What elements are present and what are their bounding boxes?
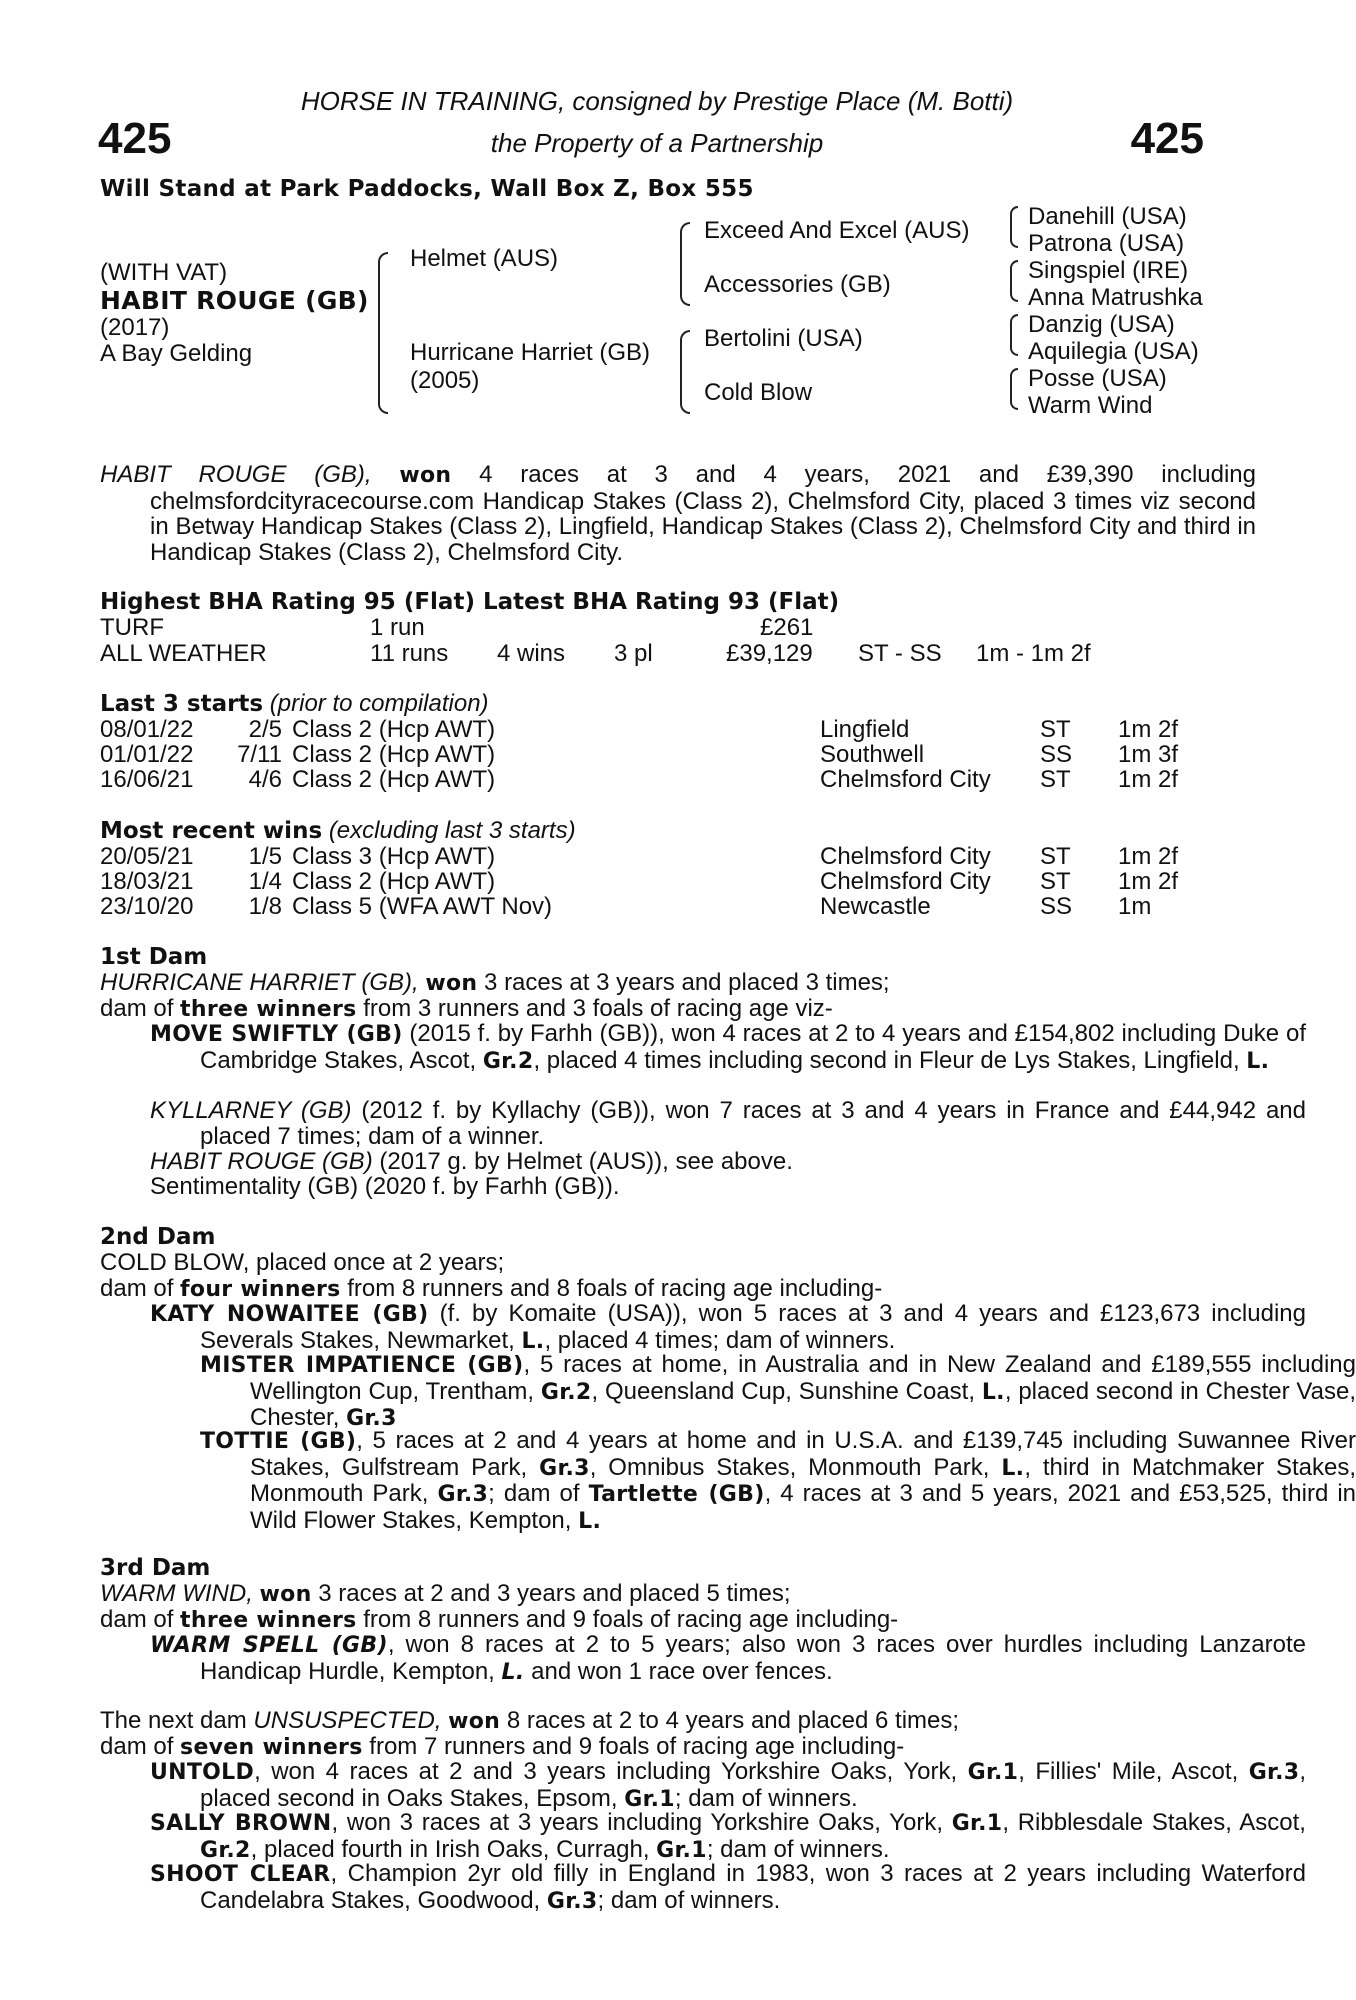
progeny-text: , placed second in Chester Vase, Chester, xyxy=(250,1377,1356,1431)
progeny-text: , won 8 races at 2 to 5 years; also won 3 races over hurdles including Lanzarote Handicap Hurdle, Kempton, xyxy=(200,1631,1306,1685)
pedigree-brace-main xyxy=(378,252,388,414)
dam1-dam-of: dam of xyxy=(100,995,174,1022)
table-cell: Class 2 (Hcp AWT) xyxy=(292,741,496,768)
dam3-produce-line xyxy=(100,1607,1206,1634)
table-cell: 1/8 xyxy=(248,893,282,920)
dam1-winners: three winners xyxy=(180,997,357,1022)
pedigree-g4: Anna Matrushka xyxy=(1028,284,1203,311)
pedigree-brace-sire xyxy=(680,222,690,306)
table-cell: 1m 3f xyxy=(1118,741,1179,768)
last3-note: (prior to compilation) xyxy=(269,690,489,717)
table-cell: 16/06/21 xyxy=(100,766,194,793)
pedigree-brace-g56 xyxy=(1010,314,1018,356)
progeny-text: ; dam of winners. xyxy=(706,1835,890,1863)
pedigree-g7: Posse (USA) xyxy=(1028,365,1167,392)
progeny-text: , third in Matchmaker Stakes, Monmouth Park, xyxy=(250,1453,1356,1507)
dam2-heading: 2nd Dam xyxy=(100,1224,216,1250)
horse-description: A Bay Gelding xyxy=(100,340,253,367)
aw-label: ALL WEATHER xyxy=(100,640,267,667)
pedigree-g1: Danehill (USA) xyxy=(1028,203,1187,230)
table-cell: ST xyxy=(1040,716,1071,743)
dam3-dam-of: dam of xyxy=(100,1606,174,1633)
recent-note: (excluding last 3 starts) xyxy=(328,817,576,844)
table-cell: 1m 2f xyxy=(1118,766,1179,793)
pedigree-brace-dam xyxy=(680,330,690,414)
dam3-rec: 3 races at 2 and 3 years and placed 5 times; xyxy=(318,1580,791,1607)
recent-heading: Most recent wins xyxy=(100,818,323,844)
next-dam-produce-line xyxy=(100,1734,1206,1761)
table-cell: ST xyxy=(1040,843,1071,870)
last3-heading: Last 3 starts xyxy=(100,691,264,717)
progeny-name: UNTOLD xyxy=(150,1760,255,1785)
dam1-won: won xyxy=(425,971,478,996)
horse-year: (2017) xyxy=(100,314,170,341)
next-dam-rec: 8 races at 2 to 4 years and placed 6 times; xyxy=(506,1707,960,1734)
table-cell: 18/03/21 xyxy=(100,868,194,895)
table-cell: Newcastle xyxy=(820,893,931,920)
pedigree-dam-year: (2005) xyxy=(410,367,480,394)
progeny-text: and won 1 race over fences. xyxy=(531,1657,833,1685)
table-cell: Chelmsford City xyxy=(820,843,991,870)
consignor-line: HORSE IN TRAINING, consigned by Prestige Place (M. Botti) xyxy=(300,86,1014,116)
summary-text: 4 races at 3 and 4 years, 2021 and £39,390 including chelmsfordcityracecourse.com Handicap Stakes (Class 2), Chelmsford City, placed 3 times viz second in Betway Handicap Stakes (Class 2), Lingfield, Handicap Stakes (Class 2), Chelmsford City and third in Handicap Stakes (Class 2), Chelmsford City. xyxy=(150,461,1256,566)
dam3-produce-text: from 8 runners and 9 foals of racing age including- xyxy=(363,1606,899,1633)
group-grade: Gr.2 xyxy=(540,1379,592,1405)
progeny-warm-spell xyxy=(100,1632,1306,1685)
next-dam-pre: The next dam xyxy=(100,1707,247,1734)
table-cell: Class 2 (Hcp AWT) xyxy=(292,716,496,743)
listed-grade: L. xyxy=(501,1659,525,1685)
horse-name: HABIT ROUGE (GB) xyxy=(100,286,369,315)
progeny-mister-impatience xyxy=(100,1352,1356,1432)
dam2-winners: four winners xyxy=(180,1277,341,1302)
next-dam-winners: seven winners xyxy=(180,1735,363,1760)
group-grade: Gr.2 xyxy=(482,1048,534,1074)
progeny-sentimentality: Sentimentality (GB) (2020 f. by Farhh (GB)). xyxy=(150,1173,620,1200)
progeny-text: , Champion 2yr old filly in England in 1983, won 3 races at 2 years including Waterford Candelabra Stakes, Goodwood, xyxy=(200,1860,1306,1914)
aw-surface: ST - SS xyxy=(858,640,942,667)
progeny-shoot-clear xyxy=(100,1861,1306,1914)
progeny-name: WARM SPELL (GB) xyxy=(150,1633,388,1658)
pedigree-g6: Aquilegia (USA) xyxy=(1028,338,1199,365)
aw-distance: 1m - 1m 2f xyxy=(976,640,1091,667)
dam1-name: HURRICANE HARRIET (GB), xyxy=(100,969,419,996)
group-grade: Gr.3 xyxy=(546,1888,598,1914)
dam3-record xyxy=(100,1581,1206,1608)
group-grade: Gr.1 xyxy=(656,1837,707,1863)
table-cell: 08/01/22 xyxy=(100,716,194,743)
table-cell: Class 5 (WFA AWT Nov) xyxy=(292,893,553,920)
group-grade: Gr.3 xyxy=(437,1482,489,1507)
pedigree-brace-g34 xyxy=(1010,260,1018,302)
table-cell: SS xyxy=(1040,893,1073,920)
listed-grade: L. xyxy=(1246,1048,1270,1074)
table-cell: 4/6 xyxy=(248,766,282,793)
dam2-produce-text: from 8 runners and 8 foals of racing age including- xyxy=(347,1275,883,1302)
pedigree-sire-dam: Accessories (GB) xyxy=(704,271,891,298)
progeny-text: ; dam of winners. xyxy=(674,1784,858,1812)
pedigree-dam-sire: Bertolini (USA) xyxy=(704,325,863,352)
group-grade: Gr.1 xyxy=(967,1760,1019,1785)
table-cell: 01/01/22 xyxy=(100,741,194,768)
progeny-katy-nowaitee xyxy=(100,1301,1306,1354)
aw-wins: 4 wins xyxy=(497,640,566,667)
lot-number-right: 425 xyxy=(1130,114,1204,163)
progeny-text: , 5 races at home, in Australia and in New Zealand and £189,555 including Wellington Cup, Trentham, xyxy=(250,1351,1356,1405)
progeny-name: TOTTIE (GB) xyxy=(200,1429,357,1454)
table-cell: Class 3 (Hcp AWT) xyxy=(292,843,496,870)
group-grade: Gr.3 xyxy=(1248,1760,1300,1785)
table-cell: Chelmsford City xyxy=(820,766,991,793)
pedigree-g3: Singspiel (IRE) xyxy=(1028,257,1189,284)
progeny-tottie xyxy=(100,1428,1356,1534)
lot-number-left: 425 xyxy=(98,114,172,163)
group-grade: Gr.2 xyxy=(200,1837,251,1863)
progeny-text: , placed 4 times; dam of winners. xyxy=(544,1326,896,1354)
progeny-text: , Ribblesdale Stakes, Ascot, xyxy=(1002,1809,1306,1836)
dam2-produce-line xyxy=(100,1276,1206,1303)
progeny-name: HABIT ROUGE (GB) xyxy=(150,1148,373,1175)
next-dam-record xyxy=(100,1708,1206,1735)
dam3-won: won xyxy=(259,1582,312,1607)
listed-grade: L. xyxy=(981,1379,1005,1405)
turf-prize: £261 xyxy=(760,614,814,641)
table-cell: 23/10/20 xyxy=(100,893,194,920)
next-dam-produce-text: from 7 runners and 9 foals of racing age including- xyxy=(369,1733,905,1760)
table-cell: Lingfield xyxy=(820,716,910,743)
dam1-record xyxy=(100,970,1206,997)
stand-location: Will Stand at Park Paddocks, Wall Box Z, Box 555 xyxy=(100,176,754,202)
progeny-text: , 4 races at 3 and 5 years, 2021 and £53,525, third in Wild Flower Stakes, Kempton, xyxy=(250,1480,1356,1534)
turf-runs: 1 run xyxy=(370,614,425,641)
progeny-text: , placed second in Oaks Stakes, Epsom, xyxy=(200,1758,1307,1812)
progeny-text: (f. by Komaite (USA)), won 5 races at 3 and 4 years and £123,673 including Severals Stakes, Newmarket, xyxy=(200,1300,1306,1354)
pedigree-g5: Danzig (USA) xyxy=(1028,311,1175,338)
aw-placed: 3 pl xyxy=(614,640,653,667)
group-grade: Gr.1 xyxy=(624,1786,675,1812)
table-cell: Chelmsford City xyxy=(820,868,991,895)
summary-horse-name: HABIT ROUGE (GB), xyxy=(100,461,372,488)
pedigree-dam: Hurricane Harriet (GB) xyxy=(410,339,651,366)
table-cell: 1m xyxy=(1118,893,1152,920)
progeny-untold xyxy=(100,1759,1306,1812)
aw-prize: £39,129 xyxy=(726,640,813,667)
next-dam-won: won xyxy=(448,1709,501,1734)
progeny-text: ; dam of xyxy=(488,1480,580,1507)
progeny-kyllarney xyxy=(100,1098,1306,1149)
progeny-text: , won 4 races at 2 and 3 years including Yorkshire Oaks, York, xyxy=(254,1758,958,1785)
pedigree-g2: Patrona (USA) xyxy=(1028,230,1185,257)
progeny-text: , placed fourth in Irish Oaks, Curragh, xyxy=(250,1835,650,1863)
group-grade: Gr.3 xyxy=(346,1406,397,1431)
progeny-text: , placed 4 times including second in Fleur de Lys Stakes, Lingfield, xyxy=(533,1046,1240,1074)
next-dam-of: dam of xyxy=(100,1733,174,1760)
progeny-text: (2012 f. by Kyllachy (GB)), won 7 races at 3 and 4 years in France and £44,942 and placed 7 times; dam of a winner. xyxy=(200,1097,1306,1150)
listed-grade: L. xyxy=(521,1328,545,1354)
dam1-produce-text: from 3 runners and 3 foals of racing age viz- xyxy=(363,995,833,1022)
table-cell: SS xyxy=(1040,741,1073,768)
table-cell: Class 2 (Hcp AWT) xyxy=(292,868,496,895)
listed-grade: L. xyxy=(578,1508,602,1534)
progeny-name: MOVE SWIFTLY (GB) xyxy=(150,1022,403,1047)
progeny-sally-brown xyxy=(100,1810,1306,1863)
pedigree-g8: Warm Wind xyxy=(1028,392,1153,419)
table-cell: 1/4 xyxy=(248,868,282,895)
recent-heading-wrap xyxy=(100,817,576,845)
progeny-name: KATY NOWAITEE (GB) xyxy=(150,1302,429,1327)
progeny-text: (2015 f. by Farhh (GB)), won 4 races at 2 to 4 years and £154,802 including Duke of Cambridge Stakes, Ascot, xyxy=(200,1020,1306,1074)
dam2-dam-of: dam of xyxy=(100,1275,174,1302)
progeny-name: SALLY BROWN xyxy=(150,1811,332,1836)
table-cell: 1m 2f xyxy=(1118,868,1179,895)
last3-heading-wrap xyxy=(100,690,489,718)
table-cell: ST xyxy=(1040,868,1071,895)
table-cell: ST xyxy=(1040,766,1071,793)
dam1-heading: 1st Dam xyxy=(100,944,208,970)
next-dam-name: UNSUSPECTED, xyxy=(253,1707,442,1734)
table-cell: 2/5 xyxy=(248,716,282,743)
pedigree-brace-g78 xyxy=(1010,368,1018,410)
progeny-text: , Omnibus Stakes, Monmouth Park, xyxy=(589,1453,990,1481)
progeny-text: , 5 races at 2 and 4 years at home and in U.S.A. and £139,745 including Suwannee River Stakes, Gulfstream Park, xyxy=(250,1427,1356,1481)
listed-grade: L. xyxy=(1001,1455,1025,1481)
aw-runs: 11 runs xyxy=(370,640,449,667)
group-grade: Gr.1 xyxy=(951,1811,1003,1836)
race-summary xyxy=(100,462,1256,565)
turf-label: TURF xyxy=(100,614,164,641)
pedigree-dam-dam: Cold Blow xyxy=(704,379,813,406)
progeny-name: KYLLARNEY (GB) xyxy=(150,1097,352,1124)
progeny-text: (2017 g. by Helmet (AUS)), see above. xyxy=(379,1148,793,1175)
dam1-produce-line xyxy=(100,996,1206,1023)
dam3-heading: 3rd Dam xyxy=(100,1555,211,1581)
progeny-text: ; dam of winners. xyxy=(597,1886,781,1914)
summary-won: won xyxy=(399,463,452,488)
table-cell: 7/11 xyxy=(237,741,282,768)
progeny-text: , Queensland Cup, Sunshine Coast, xyxy=(591,1377,976,1405)
pedigree-sire-sire: Exceed And Excel (AUS) xyxy=(704,217,970,244)
progeny-move-swiftly xyxy=(100,1021,1306,1074)
dam3-winners: three winners xyxy=(180,1608,357,1633)
pedigree-sire: Helmet (AUS) xyxy=(410,245,559,272)
table-cell: 1m 2f xyxy=(1118,716,1179,743)
table-cell: 1/5 xyxy=(248,843,282,870)
dam2-record: COLD BLOW, placed once at 2 years; xyxy=(100,1249,505,1276)
progeny-name: Tartlette (GB) xyxy=(588,1482,765,1507)
pedigree-brace-g12 xyxy=(1010,206,1018,248)
table-cell: 20/05/21 xyxy=(100,843,194,870)
progeny-name: SHOOT CLEAR xyxy=(150,1862,331,1887)
progeny-text: , won 3 races at 3 years including Yorkshire Oaks, York, xyxy=(331,1809,943,1836)
table-cell: Class 2 (Hcp AWT) xyxy=(292,766,496,793)
dam3-name: WARM WIND, xyxy=(100,1580,253,1607)
progeny-name: MISTER IMPATIENCE (GB) xyxy=(200,1353,524,1378)
table-cell: 1m 2f xyxy=(1118,843,1179,870)
progeny-text: , Fillies' Mile, Ascot, xyxy=(1018,1758,1239,1785)
table-cell: Southwell xyxy=(820,741,925,768)
property-line: the Property of a Partnership xyxy=(490,128,824,158)
bha-rating-heading: Highest BHA Rating 95 (Flat) Latest BHA Rating 93 (Flat) xyxy=(100,589,840,615)
progeny-habit-rouge xyxy=(100,1149,1206,1175)
group-grade: Gr.3 xyxy=(539,1455,590,1481)
vat-label: (WITH VAT) xyxy=(100,259,228,286)
dam1-rec: 3 races at 3 years and placed 3 times; xyxy=(484,969,890,996)
